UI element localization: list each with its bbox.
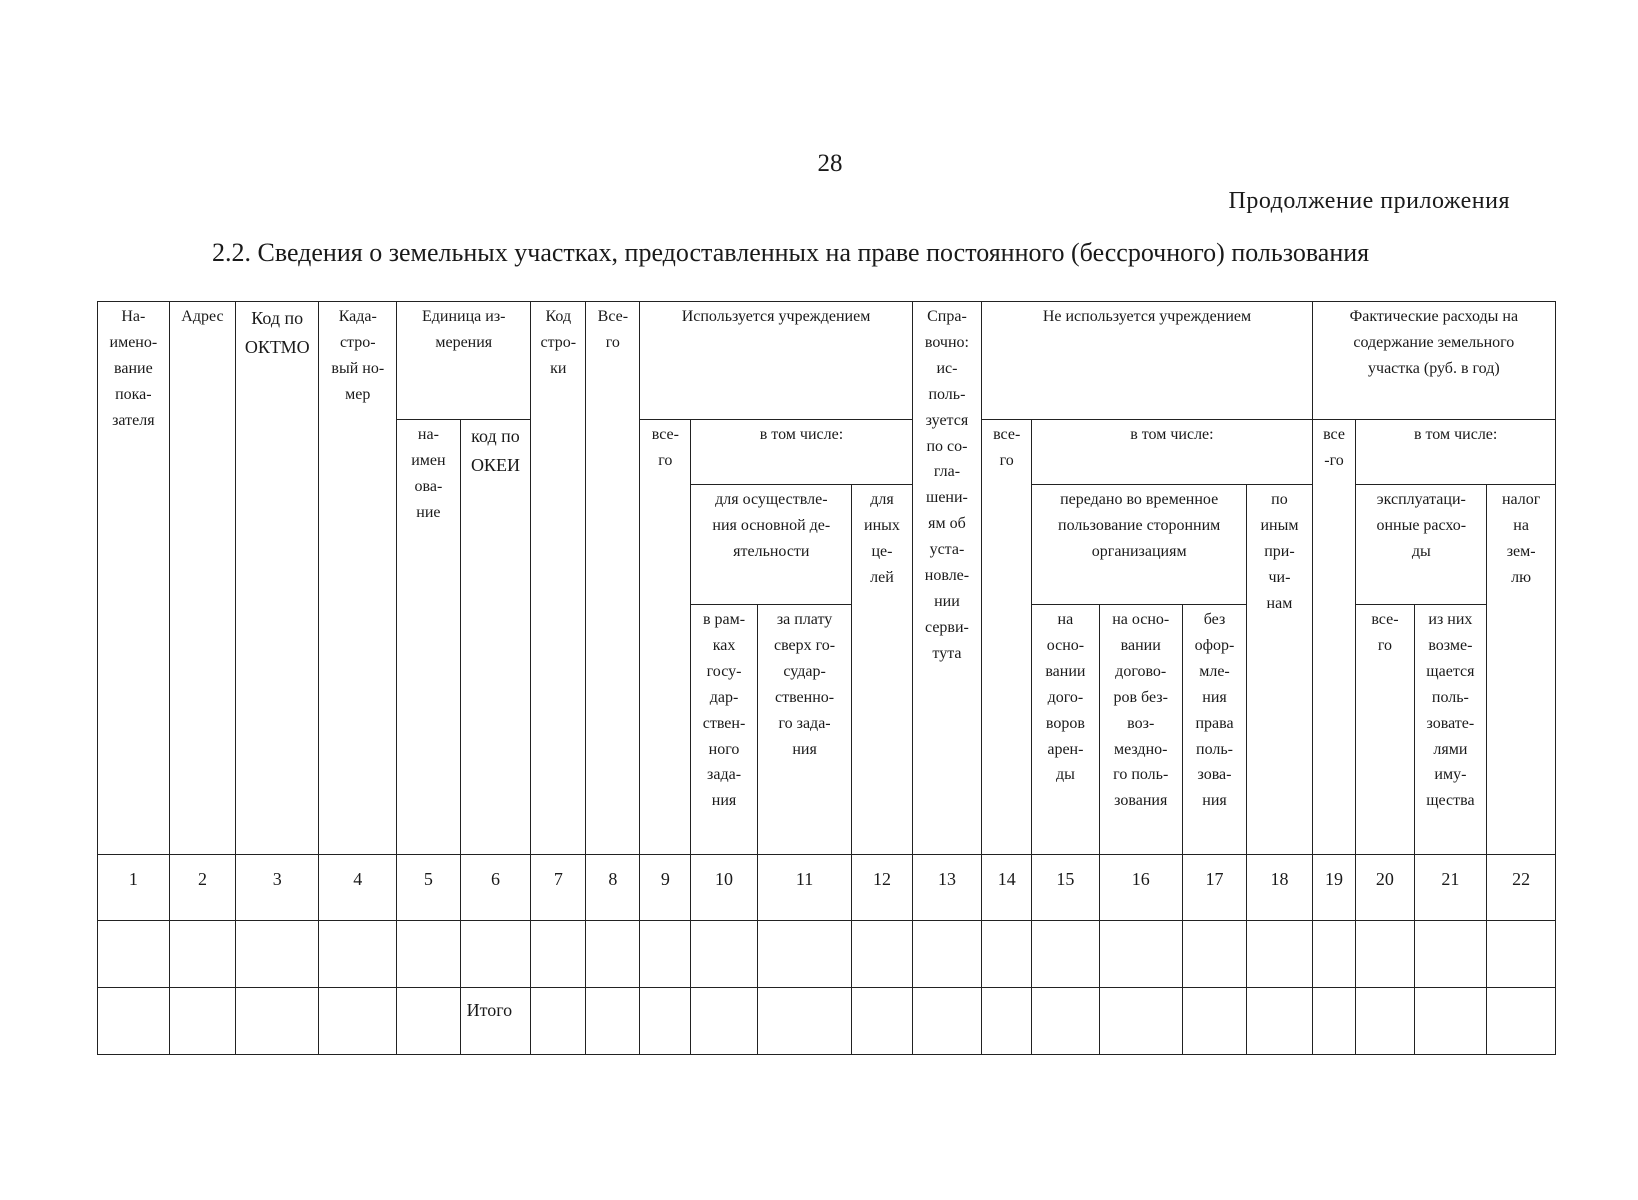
header-costs-total: все -го: [1312, 420, 1356, 855]
table-cell[interactable]: [1247, 921, 1312, 988]
header-operating-costs: эксплуатаци- онные расхо- ды: [1356, 485, 1487, 605]
table-cell[interactable]: [982, 988, 1032, 1055]
total-row: [98, 988, 1556, 1055]
table-cell[interactable]: [586, 988, 640, 1055]
column-number: 22: [1487, 855, 1556, 921]
header-no-registration: без офор- мле- ния права поль- зова- ния: [1182, 605, 1246, 855]
table-cell[interactable]: [852, 988, 912, 1055]
column-number: 8: [586, 855, 640, 921]
table-body: [98, 855, 1556, 1055]
column-numbers-row: [98, 855, 1556, 921]
column-number: 18: [1247, 855, 1312, 921]
table-cell[interactable]: [98, 921, 170, 988]
header-cadastral-number: Када- стро- вый но- мер: [319, 302, 397, 855]
table-cell[interactable]: [236, 921, 319, 988]
column-number: 6: [460, 855, 531, 921]
table-cell[interactable]: [1182, 988, 1246, 1055]
header-address: Адрес: [169, 302, 236, 855]
header-land-tax: налог на зем- лю: [1487, 485, 1556, 855]
table-cell[interactable]: [1414, 921, 1487, 988]
header-reimbursed-by-users: из них возме- щается поль- зовате- лями иму- щества: [1414, 605, 1487, 855]
column-number: 21: [1414, 855, 1487, 921]
table-cell[interactable]: [852, 921, 912, 988]
table-cell[interactable]: [1487, 988, 1556, 1055]
section-title: 2.2. Сведения о земельных участках, предоставленных на праве постоянного (бессрочного) пользования: [212, 238, 1370, 267]
header-servitude-reference: Спра- вочно: ис- поль- зуется по со- гла- шени- ям об уста- новле- нии серви- тута: [912, 302, 982, 855]
column-number: 20: [1356, 855, 1414, 921]
header-indicator-name: На- имено- вание пока- зателя: [98, 302, 170, 855]
table-cell[interactable]: [691, 921, 758, 988]
table-cell[interactable]: [531, 921, 586, 988]
header-actual-costs: Фактические расходы на содержание земельного участка (руб. в год): [1312, 302, 1555, 420]
table-cell[interactable]: [1032, 921, 1100, 988]
column-number: 1: [98, 855, 170, 921]
column-number: 15: [1032, 855, 1100, 921]
total-label: Итого: [460, 988, 531, 1055]
table-cell[interactable]: [236, 988, 319, 1055]
column-number: 10: [691, 855, 758, 921]
header-unit-okei-code: код по ОКЕИ: [460, 420, 531, 855]
header-free-use-agreements: на осно- вании догово- ров без- воз- мездно- го поль- зования: [1099, 605, 1182, 855]
table-cell[interactable]: [397, 988, 460, 1055]
table-cell[interactable]: [319, 988, 397, 1055]
table-cell[interactable]: [1182, 921, 1246, 988]
page-number: 28: [817, 150, 843, 177]
column-number: 2: [169, 855, 236, 921]
table-cell[interactable]: [1356, 921, 1414, 988]
header-transferred-to-third-parties: передано во временное пользование сторонним организациям: [1032, 485, 1247, 605]
header-total: Все- го: [586, 302, 640, 855]
header-costs-including: в том числе:: [1356, 420, 1556, 485]
table-cell[interactable]: [586, 921, 640, 988]
header-used-total: все- го: [640, 420, 691, 855]
table-cell[interactable]: [757, 921, 852, 988]
header-state-task: в рам- ках госу- дар- ствен- ного зада- ния: [691, 605, 758, 855]
header-not-used-by-institution: Не используется учреждением: [982, 302, 1312, 420]
table-cell[interactable]: [1032, 988, 1100, 1055]
column-number: 3: [236, 855, 319, 921]
table-cell[interactable]: [1356, 988, 1414, 1055]
table-cell[interactable]: [531, 988, 586, 1055]
table-cell[interactable]: [98, 988, 170, 1055]
table-cell[interactable]: [1099, 988, 1182, 1055]
column-number: 13: [912, 855, 982, 921]
header-not-used-total: все- го: [982, 420, 1032, 855]
column-number: 7: [531, 855, 586, 921]
table-cell[interactable]: [460, 921, 531, 988]
table-cell[interactable]: [319, 921, 397, 988]
table-cell[interactable]: [757, 988, 852, 1055]
column-number: 9: [640, 855, 691, 921]
column-number: 14: [982, 855, 1032, 921]
header-row-code: Код стро- ки: [531, 302, 586, 855]
table-cell[interactable]: [397, 921, 460, 988]
header-operating-total: все- го: [1356, 605, 1414, 855]
table-cell[interactable]: [1247, 988, 1312, 1055]
table-cell[interactable]: [640, 988, 691, 1055]
table-cell[interactable]: [1312, 988, 1356, 1055]
column-number: 5: [397, 855, 460, 921]
header-lease-agreements: на осно- вании дого- воров арен- ды: [1032, 605, 1100, 855]
header-other-reasons: по иным при- чи- нам: [1247, 485, 1312, 855]
table-cell[interactable]: [691, 988, 758, 1055]
table-cell[interactable]: [912, 988, 982, 1055]
column-number: 17: [1182, 855, 1246, 921]
header-unit-of-measure: Единица из- мерения: [397, 302, 531, 420]
table-cell[interactable]: [1099, 921, 1182, 988]
column-number: 16: [1099, 855, 1182, 921]
appendix-continuation-note: Продолжение приложения: [1228, 188, 1510, 214]
table-cell[interactable]: [1312, 921, 1356, 988]
header-not-used-including: в том числе:: [1032, 420, 1313, 485]
header-used-by-institution: Используется учреждением: [640, 302, 912, 420]
header-other-purposes: для иных це- лей: [852, 485, 912, 855]
column-number: 19: [1312, 855, 1356, 921]
header-unit-name: на- имен ова- ние: [397, 420, 460, 855]
land-plots-table: [97, 301, 1556, 1055]
header-main-activity: для осуществле- ния основной де- ятельности: [691, 485, 852, 605]
column-number: 12: [852, 855, 912, 921]
table-cell[interactable]: [1487, 921, 1556, 988]
header-oktmo-code: Код по ОКТМО: [236, 302, 319, 855]
header-paid-beyond-task: за плату сверх го- судар- ственно- го зада- ния: [757, 605, 852, 855]
table-cell[interactable]: [640, 921, 691, 988]
table-header: [98, 302, 1556, 855]
header-used-including: в том числе:: [691, 420, 912, 485]
table-cell[interactable]: [982, 921, 1032, 988]
table-cell[interactable]: [1414, 988, 1487, 1055]
table-cell[interactable]: [912, 921, 982, 988]
table-cell[interactable]: [169, 921, 236, 988]
column-number: 4: [319, 855, 397, 921]
table-row: [98, 921, 1556, 988]
table-cell[interactable]: [169, 988, 236, 1055]
column-number: 11: [757, 855, 852, 921]
